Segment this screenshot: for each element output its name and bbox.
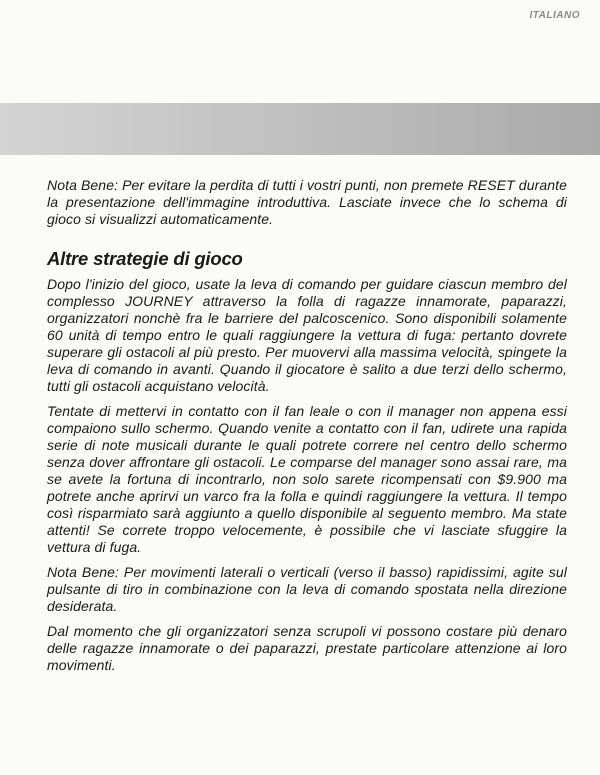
paragraph-gameplay: Dopo l'inizio del gioco, usate la leva di comando per guidare ciascun membro del complesso JOURNEY attraverso la folla di ragazze innamorate, paparazzi, organizzatori nonchè fra le barriere del palcoscenico. Sono disponibili solamente 60 unità di tempo entro le quali raggiungere la vettura di fuga: pertanto dovrete superare gli ostacoli al più presto. Per muovervi alla massima velocità, spingete la leva di comando in avanti. Quando il giocatore è salito a due terzi dello schermo, tutti gli ostacoli acquistano velocità. xyxy=(47,276,567,394)
header-band xyxy=(0,103,600,155)
paragraph-note-movement: Nota Bene: Per movimenti laterali o verticali (verso il basso) rapidissimi, agite sul pulsante di tiro in combinazione con la leva di comando spostata nella direzione desiderata. xyxy=(47,564,567,614)
paragraph-organizers: Dal momento che gli organizzatori senza scrupoli vi possono costare più denaro delle ragazze innamorate o dei paparazzi, prestate particolare attenzione ai loro movimenti. xyxy=(47,623,567,673)
paragraph-fan-manager: Tentate di mettervi in contatto con il fan leale o con il manager non appena essi compaiono sullo schermo. Quando venite a contatto con il fan, udirete una rapida serie di note musicali durante le quali potrete correre nel centro dello schermo senza dover affrontare gli ostacoli. Le comparse del manager sono assai rare, ma se avete la fortuna di incontrarlo, non solo sarete ricompensati con $9.900 ma potrete anche aprirvi un varco fra la folla e quindi raggiungere la vettura. Il tempo così risparmiato sarà aggiunto a quello disponibile al seguento membro. Ma state attenti! Se correte troppo velocemente, è possibile che vi lasciate sfuggire la vettura di fuga. xyxy=(47,403,567,555)
page-content xyxy=(47,177,567,682)
section-heading: Altre strategie di gioco xyxy=(47,248,243,269)
language-label: ITALIANO xyxy=(529,10,580,21)
intro-note: Nota Bene: Per evitare la perdita di tutti i vostri punti, non premete RESET durante la presentazione dell'immagine introduttiva. Lasciate invece che lo schema di gioco si visualizzi automaticamente. xyxy=(47,177,567,227)
